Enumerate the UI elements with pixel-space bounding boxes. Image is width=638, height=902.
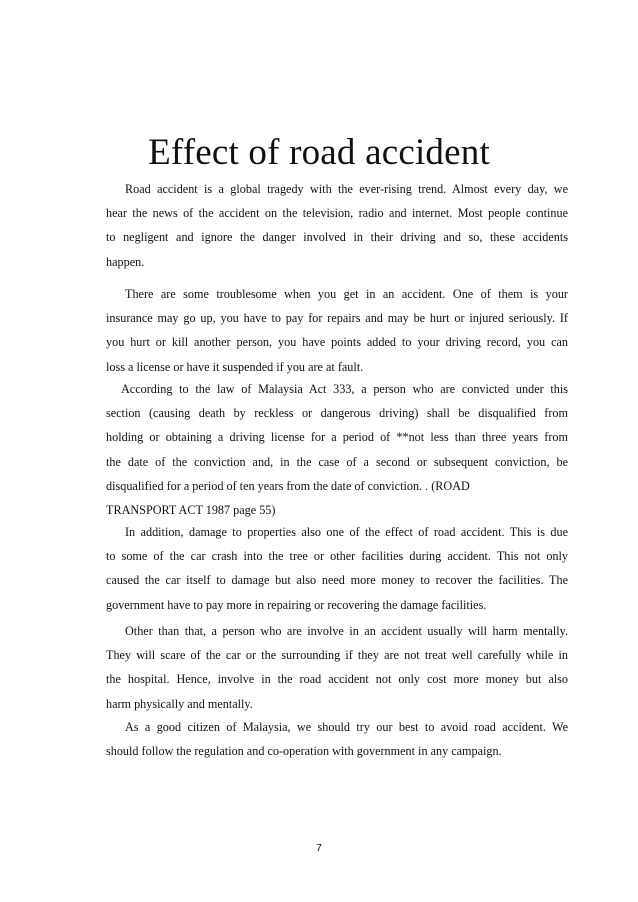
- paragraph-line: government have to pay more in repairing or recovering the damage facilities.: [106, 597, 487, 612]
- paragraph-line: the hospital. Hence, involve in the road accident not only cost more money but also: [106, 672, 568, 687]
- paragraph-line: should follow the regulation and co-operation with government in any campaign.: [106, 744, 502, 759]
- paragraph-line: the date of the conviction and, in the case of a second or subsequent conviction, be: [106, 454, 568, 469]
- paragraph-3: [106, 377, 568, 522]
- paragraph-line: caused the car itself to damage but also need more money to recover the facilities. The: [106, 573, 568, 588]
- paragraph-line: In addition, damage to properties also one of the effect of road accident. This is due: [125, 525, 568, 539]
- paragraph-line: disqualified for a period of ten years from the date of conviction. . (ROAD: [106, 478, 470, 493]
- paragraph-4: [106, 520, 568, 617]
- paragraph-line: happen.: [106, 254, 145, 269]
- paragraph-line: you hurt or kill another person, you have points added to your driving record, you can: [106, 335, 568, 350]
- paragraph-line: to negligent and ignore the danger involved in their driving and so, these accidents: [106, 230, 568, 245]
- paragraph-line: harm physically and mentally.: [106, 696, 253, 711]
- paragraph-line: As a good citizen of Malaysia, we should try our best to avoid road accident. We: [125, 720, 568, 734]
- paragraph-line: insurance may go up, you have to pay for repairs and may be hurt or injured seriously. If: [106, 311, 568, 326]
- page-title: Effect of road accident: [148, 132, 490, 173]
- paragraph-5: [106, 619, 568, 716]
- paragraph-1: [106, 177, 568, 274]
- paragraph-line: Road accident is a global tragedy with the ever-rising trend. Almost every day, we: [125, 182, 568, 196]
- paragraph-line: There are some troublesome when you get in an accident. One of them is your: [125, 287, 568, 301]
- paragraph-line: They will scare of the car or the surrounding if they are not treat well carefully while in: [106, 648, 568, 663]
- paragraph-line: section (causing death by reckless or dangerous driving) shall be disqualified from: [106, 406, 568, 421]
- paragraph-line: to some of the car crash into the tree or other facilities during accident. This not only: [106, 549, 568, 564]
- paragraph-line: TRANSPORT ACT 1987 page 55): [106, 503, 276, 518]
- paragraph-2: [106, 282, 568, 379]
- paragraph-line: loss a license or have it suspended if you are at fault.: [106, 359, 364, 374]
- paragraph-line: According to the law of Malaysia Act 333, a person who are convicted under this: [121, 382, 568, 396]
- paragraph-line: holding or obtaining a driving license for a period of **not less than three years from: [106, 430, 568, 445]
- paragraph-line: Other than that, a person who are involve in an accident usually will harm mentally.: [125, 624, 568, 638]
- page-number: 7: [316, 842, 322, 854]
- paragraph-6: [106, 715, 568, 763]
- paragraph-line: hear the news of the accident on the television, radio and internet. Most people continue: [106, 206, 568, 221]
